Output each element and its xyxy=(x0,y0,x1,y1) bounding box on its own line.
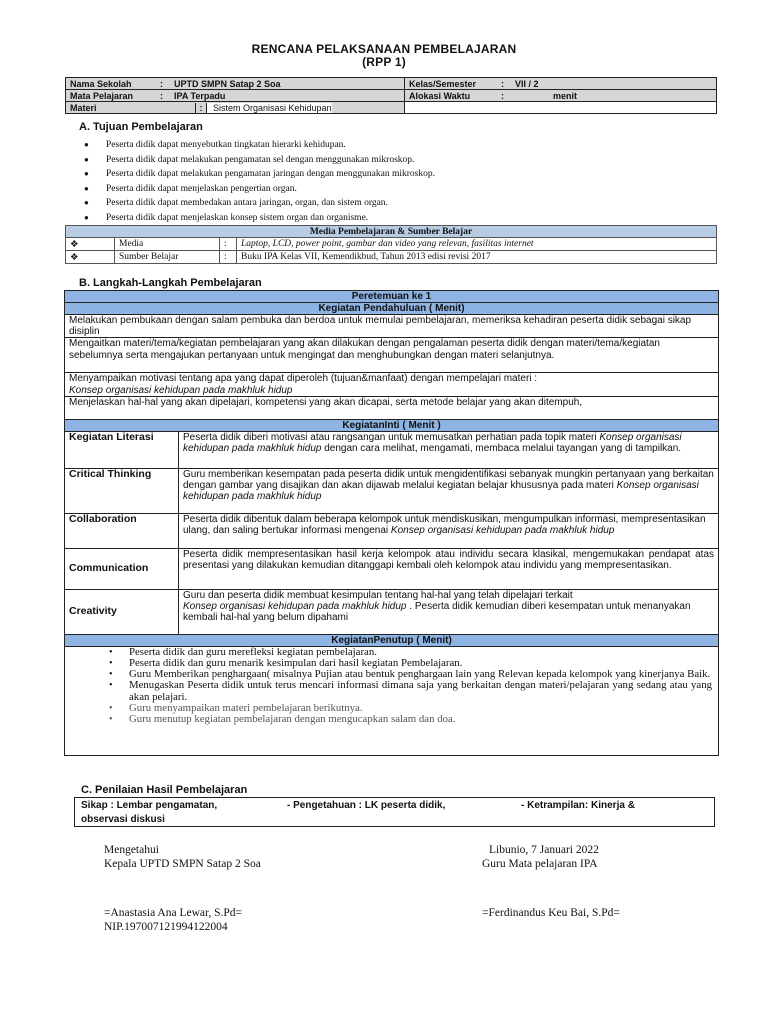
bullet-icon: ● xyxy=(84,154,89,164)
closing-header: KegiatanPenutup ( Menit) xyxy=(65,634,719,646)
closing-item xyxy=(69,680,714,702)
objective-text: Peserta didik dapat menyebutkan tingkatan hierarki kehidupan. xyxy=(106,140,346,150)
headmaster-name: =Anastasia Ana Lewar, S.Pd= xyxy=(104,907,243,919)
closing-text: Peserta didik dan guru menarik kesimpulan dari hasil kegiatan Pembelajaran. xyxy=(129,657,463,670)
class-value: VII / 2 xyxy=(515,78,539,89)
media-label: Media xyxy=(115,238,220,251)
bullet-icon: • xyxy=(109,714,113,726)
bullet-icon: ● xyxy=(84,198,89,208)
objective-text: Peserta didik dapat menjelaskan konsep sistem organ dan organisme. xyxy=(106,212,369,223)
media-value: Laptop, LCD, power point, gambar dan video yang relevan, fasilitas internet xyxy=(237,238,717,251)
objective-item xyxy=(68,167,435,182)
communication-text: Peserta didik mempresentasikan hasil kerja kelompok atau individu secara klasikal, mengemukakan pendapat atas presentasi yang dilakukan kemudian ditanggapi kembali oleh kelompok atau individu yang mempresentasikan. xyxy=(179,548,719,589)
bullet-icon: • xyxy=(109,658,113,670)
section-a-title: A. Tujuan Pembelajaran xyxy=(79,121,203,133)
objective-text: Peserta didik dapat melakukan pengamatan sel dengan menggunakan mikroskop. xyxy=(106,154,415,165)
bullet-icon: ● xyxy=(84,140,89,149)
subject-value: IPA Terpadu xyxy=(174,90,226,101)
teacher-name: =Ferdinandus Keu Bai, S.Pd= xyxy=(482,907,620,919)
step-text: Menyampaikan motivasi tentang apa yang dapat diperoleh (tujuan&manfaat) dengan mempelajari materi : xyxy=(69,373,538,385)
media-table xyxy=(65,225,717,264)
step-topic: Konsep organisasi kehidupan pada makhluk hidup xyxy=(69,384,293,396)
school-label: Nama Sekolah xyxy=(70,78,132,89)
document-subtitle: (RPP 1) xyxy=(362,55,406,69)
subject-label: Mata Pelajaran xyxy=(70,90,134,101)
step-text: Peserta didik dibentuk dalam beberapa kelompok untuk mendiskusikan, mengumpulkan informasi, mempresentasikan ulang, dan saling bertukar informasi mengenai xyxy=(183,513,706,537)
step-text: Guru dan peserta didik membuat kesimpulan tentang hal-hal yang telah dipelajari terkait xyxy=(183,589,573,601)
observation-assessment: observasi diskusi xyxy=(81,814,165,825)
bullet-icon: • xyxy=(109,680,113,692)
closing-text: Guru menutup kegiatan pembelajaran dengan mengucapkan salam dan doa. xyxy=(129,713,456,726)
teacher-title: Guru Mata pelajaran IPA xyxy=(482,858,598,870)
critical-thinking-text xyxy=(179,468,719,513)
intro-step xyxy=(65,373,719,396)
materi-cell xyxy=(66,102,405,114)
closing-text: Guru Memberikan penghargaan( misalnya Pujian atau bentuk penghargaan lain yang Relevan kepada kelompok yang kinerjanya Baik. xyxy=(129,668,711,681)
step-text: dengan cara melihat, mengamati, membaca melalui tayangan yang di tampilkan. xyxy=(321,443,682,455)
objective-item xyxy=(68,196,435,211)
colon: : xyxy=(501,90,504,101)
diamond-bullet-icon: ❖ xyxy=(66,238,115,251)
acknowledged-label: Mengetahui xyxy=(104,844,159,856)
materi-value: Sistem Organisasi Kehidupan xyxy=(207,103,332,113)
subject-cell xyxy=(66,90,405,102)
step-text: . Peserta didik kemudian diberi kesempatan untuk menanyakan kembali hal-hal yang belum dipahami xyxy=(183,601,691,624)
intro-step: Mengaitkan materi/tema/kegiatan pembelajaran yang akan dilakukan dengan pengalaman peserta didik dengan materi/tema/kegiatan sebelumnya serta mengajukan pertanyaan untuk mengingat dan menghubungkan dengan materi selanjutnya. xyxy=(65,338,719,373)
critical-thinking-label: Critical Thinking xyxy=(65,468,179,513)
empty-cell xyxy=(405,102,717,114)
section-c-title: C. Penilaian Hasil Pembelajaran xyxy=(81,784,248,796)
identity-table xyxy=(65,77,717,114)
section-b-title: B. Langkah-Langkah Pembelajaran xyxy=(79,277,262,289)
bullet-icon: ● xyxy=(84,183,89,193)
source-value: Buku IPA Kelas VII, Kemendikbud, Tahun 2013 edisi revisi 2017 xyxy=(237,251,717,264)
place-date: Libunio, 7 Januari 2022 xyxy=(489,844,599,856)
intro-step: Menjelaskan hal-hal yang akan dipelajari, kompetensi yang akan dicapai, serta metode belajar yang akan ditempuh, xyxy=(65,396,719,419)
diamond-bullet-icon: ❖ xyxy=(66,251,115,264)
colon: : xyxy=(196,103,207,113)
headmaster-title: Kepala UPTD SMPN Satap 2 Soa xyxy=(104,858,261,870)
step-text: Peserta didik diberi motivasi atau rangsangan untuk memusatkan perhatian pada topik materi xyxy=(183,431,597,443)
collaboration-text xyxy=(179,513,719,548)
school-value: UPTD SMPN Satap 2 Soa xyxy=(174,78,281,89)
closing-text: Menugaskan Peserta didik untuk terus mencari informasi dimana saja yang berkaitan dengan materi/pelajaran yang sedang atau yang akan pelajari. xyxy=(129,679,712,703)
source-label: Sumber Belajar xyxy=(115,251,220,264)
objective-item xyxy=(68,153,435,168)
colon: : xyxy=(220,251,237,264)
intro-step: Melakukan pembukaan dengan salam pembuka dan berdoa untuk memulai pembelajaran, memeriksa kehadiran peserta didik sebagai sikap disiplin xyxy=(65,315,719,338)
objective-item xyxy=(68,211,435,226)
steps-table xyxy=(64,290,719,756)
materi-label: Materi xyxy=(66,103,196,113)
bullet-icon: • xyxy=(109,702,113,714)
colon: : xyxy=(220,238,237,251)
headmaster-nip: NIP.197007121994122004 xyxy=(104,921,228,933)
objectives-list xyxy=(68,138,435,226)
objective-text: Peserta didik dapat menjelaskan pengertian organ. xyxy=(106,183,297,194)
closing-text: Guru menyampaikan materi pembelajaran berikutnya. xyxy=(129,701,363,714)
step-topic: Konsep organisasi kehidupan pada makhluk hidup xyxy=(183,480,699,503)
closing-item xyxy=(69,714,714,725)
time-cell xyxy=(405,90,717,102)
school-cell xyxy=(66,78,405,90)
step-text: Guru memberikan kesempatan pada peserta didik untuk mengidentifikasi sebanyak mungkin pertanyaan yang berkaitan dengan gambar yang disajikan dan akan dijawab melalui kegiatan belajar khususnya pada materi xyxy=(183,468,714,492)
knowledge-assessment: - Pengetahuan : LK peserta didik, xyxy=(287,800,446,811)
creativity-text xyxy=(179,589,719,634)
step-topic: Konsep organisasi kehidupan pada makhluk hidup xyxy=(390,525,615,537)
core-header: KegiatanInti ( Menit ) xyxy=(65,419,719,431)
intro-header: Kegiatan Pendahuluan ( Menit) xyxy=(65,303,719,315)
meeting-header: Peretemuan ke 1 xyxy=(65,291,719,303)
closing-list xyxy=(69,647,714,729)
creativity-label: Creativity xyxy=(65,589,179,634)
time-label: Alokasi Waktu xyxy=(409,90,471,101)
step-topic: Konsep organisasi kehidupan pada makhluk hidup xyxy=(183,431,682,455)
colon: : xyxy=(160,90,163,101)
document-title: RENCANA PELAKSANAAN PEMBELAJARAN xyxy=(251,42,517,56)
assessment-box xyxy=(74,797,715,827)
colon: : xyxy=(160,78,163,89)
bullet-icon: ● xyxy=(84,169,89,179)
media-header: Media Pembelajaran & Sumber Belajar xyxy=(66,226,717,238)
step-topic: Konsep organisasi kehidupan pada makhluk hidup xyxy=(183,601,407,613)
bullet-icon: • xyxy=(109,669,113,681)
bullet-icon: ● xyxy=(84,212,89,222)
literacy-text xyxy=(179,431,719,468)
objective-text: Peserta didik dapat membedakan antara jaringan, organ, dan sistem organ. xyxy=(106,198,388,209)
closing-steps xyxy=(65,646,719,755)
attitude-assessment: Sikap : Lembar pengamatan, xyxy=(81,800,218,811)
objective-item xyxy=(68,182,435,197)
communication-label: Communication xyxy=(65,548,179,589)
objective-item xyxy=(68,138,435,153)
time-value: menit xyxy=(553,90,578,101)
collaboration-label: Collaboration xyxy=(65,513,179,548)
class-cell xyxy=(405,78,717,90)
bullet-icon: • xyxy=(109,646,113,658)
literacy-label: Kegiatan Literasi xyxy=(65,431,179,468)
skill-assessment: - Ketrampilan: Kinerja & xyxy=(521,800,635,811)
objective-text: Peserta didik dapat melakukan pengamatan jaringan dengan menggunakan mikroskop. xyxy=(106,169,435,180)
closing-text: Peserta didik dan guru merefleksi kegiatan pembelajaran. xyxy=(129,645,377,658)
colon: : xyxy=(501,78,504,89)
class-label: Kelas/Semester xyxy=(409,78,477,89)
